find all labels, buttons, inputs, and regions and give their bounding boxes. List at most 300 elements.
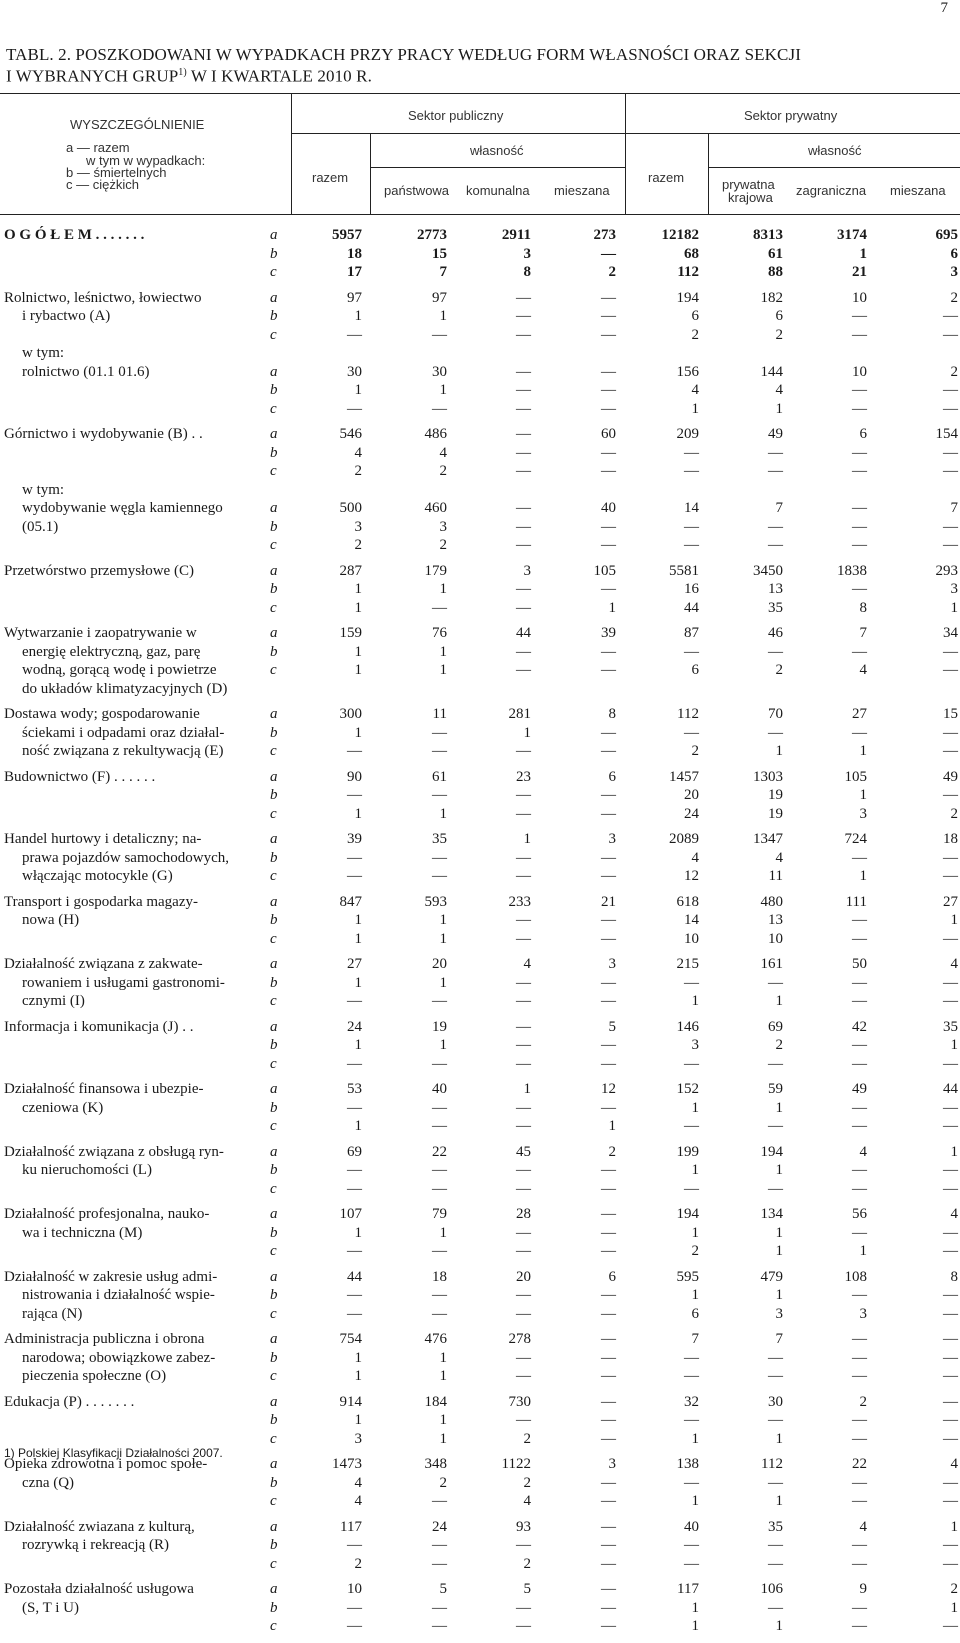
row-label: O G Ó Ł E M . . . . . . . xyxy=(4,227,145,243)
table-cell: — xyxy=(516,1224,531,1241)
table-cell: — xyxy=(516,1162,531,1178)
table-cell: 10 xyxy=(684,930,699,947)
table-cell: 4 xyxy=(950,1456,958,1472)
table-cell: — xyxy=(768,1118,783,1134)
table-cell: 6 xyxy=(950,245,958,262)
table-row xyxy=(0,643,960,662)
table-cell: — xyxy=(852,1331,867,1347)
table-cell: — xyxy=(601,1287,616,1303)
table-cell: 107 xyxy=(339,1206,362,1222)
table-cell: 117 xyxy=(677,1581,699,1597)
table-cell: 1 xyxy=(775,1099,783,1116)
table-cell: — xyxy=(684,1412,699,1428)
table-cell: — xyxy=(943,1243,958,1259)
row-category-letter: b xyxy=(270,518,278,535)
table-cell: 5581 xyxy=(669,562,699,579)
private-ownership-header: własność xyxy=(808,143,862,158)
table-row xyxy=(0,1036,960,1055)
row-label: Działalność związana z zakwate- xyxy=(4,956,203,972)
table-cell: 42 xyxy=(852,1018,867,1035)
row-category-letter: a xyxy=(270,1018,278,1035)
row-label: włączając motocykle (G) xyxy=(22,868,173,884)
row-label: energię elektryczną, gaz, parę xyxy=(22,643,201,660)
table-cell: 1 xyxy=(354,382,362,398)
table-cell: — xyxy=(432,1555,447,1572)
table-row xyxy=(0,1555,960,1574)
row-category-letter: c xyxy=(270,930,277,947)
table-cell: 93 xyxy=(516,1518,531,1535)
table-cell: 1 xyxy=(354,1349,362,1366)
table-cell: — xyxy=(601,1162,616,1178)
table-cell: 6 xyxy=(691,308,699,324)
table-row xyxy=(0,1055,960,1074)
table-cell: 11 xyxy=(768,868,783,884)
header-top-rule xyxy=(0,93,960,94)
table-cell: — xyxy=(601,363,616,380)
table-cell: — xyxy=(768,1474,783,1491)
table-cell: — xyxy=(601,382,616,398)
table-cell: 40 xyxy=(684,1518,699,1535)
table-cell: 39 xyxy=(601,625,616,641)
table-cell: 3 xyxy=(859,805,867,822)
table-cell: — xyxy=(601,849,616,866)
table-cell: — xyxy=(943,537,958,553)
table-cell: — xyxy=(516,1037,531,1053)
table-cell: 1 xyxy=(439,643,447,660)
row-category-letter: a xyxy=(270,1456,278,1472)
table-cell: 4 xyxy=(859,1518,867,1535)
table-cell: 6 xyxy=(859,426,867,442)
table-cell: 1 xyxy=(859,787,867,803)
table-cell: — xyxy=(601,1206,616,1222)
row-label: Budownictwo (F) . . . . . . xyxy=(4,768,156,785)
table-cell: 480 xyxy=(760,893,783,910)
row-label: wydobywanie węgla kamiennego xyxy=(22,500,223,516)
table-cell: 4 xyxy=(775,382,783,398)
header-divider xyxy=(708,133,709,214)
table-cell: — xyxy=(943,1118,958,1134)
table-cell: — xyxy=(684,1474,699,1491)
table-cell: — xyxy=(852,930,867,947)
table-cell: 1 xyxy=(439,1430,447,1447)
table-cell: — xyxy=(516,974,531,991)
table-cell: 2 xyxy=(354,463,362,479)
row-category-letter: b xyxy=(270,382,278,398)
table-cell: 1 xyxy=(691,1162,699,1178)
table-cell: 1 xyxy=(691,1599,699,1616)
row-category-letter: a xyxy=(270,1331,278,1347)
row-label: ność związana z rekultywacją (E) xyxy=(22,743,224,759)
table-cell: 79 xyxy=(432,1206,447,1222)
row-label: nistrowania i działalność wspie- xyxy=(22,1287,215,1303)
table-row xyxy=(0,955,960,974)
table-cell: 593 xyxy=(424,893,447,910)
table-cell: 730 xyxy=(508,1393,531,1410)
table-cell: — xyxy=(943,463,958,479)
table-cell: 1 xyxy=(950,1599,958,1616)
table-cell: — xyxy=(601,1331,616,1347)
table-cell: 87 xyxy=(684,625,699,641)
table-row xyxy=(0,1580,960,1599)
table-row-group xyxy=(0,562,960,618)
table-cell: 2 xyxy=(775,662,783,678)
table-cell: 4 xyxy=(950,1206,958,1222)
table-row xyxy=(0,499,960,518)
table-cell: 460 xyxy=(424,500,447,516)
row-category-letter: b xyxy=(270,1099,278,1116)
table-cell: 7 xyxy=(775,1331,783,1347)
table-row xyxy=(0,562,960,581)
table-cell: — xyxy=(852,326,867,343)
table-row-group xyxy=(0,705,960,761)
table-cell: — xyxy=(347,787,362,803)
table-cell: 1 xyxy=(439,1224,447,1241)
table-cell: 1 xyxy=(354,1118,362,1134)
table-cell: 273 xyxy=(593,227,616,243)
table-cell: 60 xyxy=(601,426,616,442)
row-category-letter: c xyxy=(270,1055,277,1072)
table-cell: 35 xyxy=(432,831,447,847)
table-cell: 1 xyxy=(775,1224,783,1241)
row-label: czna (Q) xyxy=(22,1474,75,1491)
table-cell: 3 xyxy=(950,264,958,280)
row-category-letter: b xyxy=(270,643,278,660)
table-cell: — xyxy=(943,1368,958,1384)
table-cell: 24 xyxy=(432,1518,447,1535)
table-cell: — xyxy=(943,400,958,417)
table-cell: — xyxy=(684,643,699,660)
row-category-letter: b xyxy=(270,849,278,866)
table-cell: 2 xyxy=(691,743,699,759)
table-row xyxy=(0,381,960,400)
table-row xyxy=(0,1474,960,1493)
table-cell: 144 xyxy=(760,363,783,380)
table-cell: 97 xyxy=(347,289,362,306)
col-zagraniczna: zagraniczna xyxy=(796,183,867,198)
table-cell: — xyxy=(852,1349,867,1366)
table-cell: — xyxy=(852,1224,867,1241)
table-cell: — xyxy=(768,1349,783,1366)
table-row-group xyxy=(0,289,960,419)
row-category-letter: b xyxy=(270,912,278,928)
table-cell: 88 xyxy=(768,264,783,280)
table-cell: 90 xyxy=(347,768,362,785)
table-cell: — xyxy=(432,743,447,759)
table-cell: 1 xyxy=(523,831,531,847)
table-cell: 3 xyxy=(523,245,531,262)
table-row xyxy=(0,1536,960,1555)
header-rule xyxy=(625,133,960,134)
table-cell: 3 xyxy=(691,1037,699,1053)
table-cell: 4 xyxy=(691,382,699,398)
table-cell: — xyxy=(432,1099,447,1116)
table-cell: 1 xyxy=(691,1099,699,1116)
table-cell: 1 xyxy=(354,662,362,678)
row-category-letter: c xyxy=(270,1305,277,1322)
table-cell: — xyxy=(852,463,867,479)
table-cell: 20 xyxy=(432,956,447,972)
table-cell: 6 xyxy=(691,1305,699,1322)
table-row xyxy=(0,536,960,555)
table-cell: 1 xyxy=(775,1493,783,1509)
table-cell: 22 xyxy=(852,1456,867,1472)
col-prywatna: prywatna xyxy=(722,177,775,192)
table-cell: — xyxy=(347,1287,362,1303)
table-cell: 35 xyxy=(768,1518,783,1535)
table-cell: — xyxy=(516,868,531,884)
table-cell: — xyxy=(852,1412,867,1428)
table-cell: 30 xyxy=(347,363,362,380)
table-cell: — xyxy=(601,289,616,306)
table-cell: 50 xyxy=(852,956,867,972)
table-cell: 1 xyxy=(439,1349,447,1366)
table-cell: — xyxy=(601,1393,616,1410)
table-cell: — xyxy=(347,743,362,759)
table-cell: — xyxy=(516,444,531,461)
table-cell: 1 xyxy=(439,308,447,324)
row-category-letter: c xyxy=(270,1368,277,1384)
table-cell: — xyxy=(601,581,616,597)
footnote: 1) Polskiej Klasyfikacji Działalności 2007. xyxy=(4,1446,223,1460)
table-cell: — xyxy=(684,463,699,479)
public-sector-header: Sektor publiczny xyxy=(408,108,504,123)
table-cell: 53 xyxy=(347,1081,362,1097)
table-cell: 1 xyxy=(775,1162,783,1178)
table-cell: 76 xyxy=(432,625,447,641)
table-cell: 1 xyxy=(354,1412,362,1428)
table-cell: 1 xyxy=(691,1430,699,1447)
table-row xyxy=(0,462,960,481)
table-cell: — xyxy=(516,912,531,928)
table-cell: — xyxy=(852,308,867,324)
table-title xyxy=(6,46,801,86)
row-category-letter: a xyxy=(270,500,278,516)
table-row xyxy=(0,1205,960,1224)
table-cell: — xyxy=(601,1493,616,1509)
table-cell: — xyxy=(516,1055,531,1072)
table-cell: 3 xyxy=(354,518,362,535)
table-cell: — xyxy=(347,1618,362,1634)
table-cell: — xyxy=(943,930,958,947)
table-cell: — xyxy=(943,1162,958,1178)
table-cell: 16 xyxy=(684,581,699,597)
row-label: Górnictwo i wydobywanie (B) . . xyxy=(4,426,203,442)
row-category-letter: a xyxy=(270,768,278,785)
table-row xyxy=(0,1117,960,1136)
table-cell: 1 xyxy=(439,581,447,597)
table-cell: 1 xyxy=(691,1287,699,1303)
row-category-letter: c xyxy=(270,1493,277,1509)
header-divider xyxy=(625,93,626,214)
table-cell: — xyxy=(432,1305,447,1322)
legend-line: a — razem xyxy=(66,140,130,155)
table-cell: — xyxy=(852,724,867,741)
table-cell: 117 xyxy=(340,1518,362,1535)
table-cell: — xyxy=(601,1412,616,1428)
table-cell: 1 xyxy=(523,724,531,741)
table-cell: 30 xyxy=(768,1393,783,1410)
table-cell: 12 xyxy=(684,868,699,884)
table-cell: 112 xyxy=(761,1456,783,1472)
row-category-letter: b xyxy=(270,245,278,262)
table-cell: — xyxy=(943,1555,958,1572)
table-cell: — xyxy=(601,993,616,1009)
table-cell: 28 xyxy=(516,1206,531,1222)
row-label: rozrywką i rekreacją (R) xyxy=(22,1537,169,1553)
table-cell: — xyxy=(516,1018,531,1035)
table-cell: — xyxy=(347,1599,362,1616)
table-cell: 1 xyxy=(354,930,362,947)
table-cell: — xyxy=(601,1349,616,1366)
table-cell: — xyxy=(516,463,531,479)
title-line-1: TABL. 2. POSZKODOWANI W WYPADKACH PRZY PRACY WEDŁUG FORM WŁASNOŚCI ORAZ SEKCJI xyxy=(6,45,801,64)
table-cell: — xyxy=(852,1537,867,1553)
table-cell: 7 xyxy=(775,500,783,516)
table-row xyxy=(0,974,960,993)
table-cell: — xyxy=(516,426,531,442)
footnote-ref: 1) xyxy=(178,67,187,78)
row-category-letter: c xyxy=(270,463,277,479)
table-cell: — xyxy=(601,743,616,759)
table-cell: 4 xyxy=(354,1474,362,1491)
table-cell: 112 xyxy=(677,706,699,722)
table-cell: 1 xyxy=(950,599,958,616)
table-cell: 18 xyxy=(347,245,362,262)
table-row xyxy=(0,1330,960,1349)
table-cell: 2 xyxy=(439,1474,447,1491)
table-cell: — xyxy=(601,787,616,803)
table-cell: 182 xyxy=(760,289,783,306)
table-cell: — xyxy=(943,1412,958,1428)
table-cell: — xyxy=(516,308,531,324)
table-cell: — xyxy=(943,1055,958,1072)
row-category-letter: a xyxy=(270,893,278,910)
table-cell: — xyxy=(684,1118,699,1134)
table-cell: — xyxy=(601,868,616,884)
table-cell: 2 xyxy=(859,1393,867,1410)
row-label: (05.1) xyxy=(22,518,59,535)
table-cell: 233 xyxy=(508,893,531,910)
table-cell: 7 xyxy=(691,1331,699,1347)
table-cell: 1 xyxy=(439,974,447,991)
table-cell: — xyxy=(516,743,531,759)
header-divider xyxy=(291,93,292,214)
table-row xyxy=(0,742,960,761)
table-row xyxy=(0,580,960,599)
table-cell: — xyxy=(684,1555,699,1572)
table-cell: 4 xyxy=(950,956,958,972)
table-cell: 194 xyxy=(676,1206,699,1222)
table-row xyxy=(0,599,960,618)
legend-line: c — ciężkich xyxy=(66,177,139,192)
table-cell: — xyxy=(684,1180,699,1197)
row-category-letter: b xyxy=(270,1224,278,1241)
table-row xyxy=(0,1180,960,1199)
table-cell: 1 xyxy=(859,743,867,759)
row-category-letter: b xyxy=(270,1287,278,1303)
table-cell: 5 xyxy=(608,1018,616,1035)
table-cell: — xyxy=(601,1555,616,1572)
table-cell: — xyxy=(768,1555,783,1572)
table-cell: 9 xyxy=(859,1581,867,1597)
table-cell: 2 xyxy=(775,1037,783,1053)
row-category-letter: a xyxy=(270,426,278,442)
table-cell: 1 xyxy=(950,1037,958,1053)
table-cell: — xyxy=(516,1412,531,1428)
row-category-letter: c xyxy=(270,537,277,553)
table-cell: — xyxy=(852,382,867,398)
table-cell: — xyxy=(684,1537,699,1553)
table-cell: — xyxy=(516,400,531,417)
table-cell: 14 xyxy=(684,912,699,928)
col-panstwowa: państwowa xyxy=(384,183,450,198)
table-cell: — xyxy=(768,1537,783,1553)
col-krajowa: krajowa xyxy=(728,190,773,205)
table-cell: 19 xyxy=(768,805,783,822)
row-label: Administracja publiczna i obrona xyxy=(4,1331,205,1347)
table-cell: — xyxy=(684,1368,699,1384)
row-label: Edukacja (P) . . . . . . . xyxy=(4,1393,135,1410)
table-cell: — xyxy=(516,849,531,866)
row-category-letter: a xyxy=(270,1206,278,1222)
table-cell: — xyxy=(347,868,362,884)
table-cell: 61 xyxy=(768,245,783,262)
table-cell: 3 xyxy=(608,956,616,972)
table-cell: 1 xyxy=(439,1037,447,1053)
table-cell: 3174 xyxy=(837,227,867,243)
table-cell: 161 xyxy=(760,956,783,972)
table-cell: — xyxy=(516,326,531,343)
table-cell: — xyxy=(347,400,362,417)
table-cell: — xyxy=(601,1099,616,1116)
table-row xyxy=(0,1518,960,1537)
table-cell: — xyxy=(943,518,958,535)
table-cell: 1 xyxy=(354,581,362,597)
table-cell: 1 xyxy=(608,1118,616,1134)
table-cell: 4 xyxy=(354,444,362,461)
row-label: Transport i gospodarka magazy- xyxy=(4,893,198,910)
table-cell: — xyxy=(601,245,616,262)
table-cell: — xyxy=(432,849,447,866)
row-category-letter: b xyxy=(270,724,278,741)
header-rule xyxy=(708,167,960,168)
table-cell: — xyxy=(432,1618,447,1634)
table-cell: 1347 xyxy=(753,831,783,847)
table-row xyxy=(0,400,960,419)
table-cell: 35 xyxy=(768,599,783,616)
table-cell: 2 xyxy=(354,1555,362,1572)
table-cell: — xyxy=(943,724,958,741)
table-cell: 7 xyxy=(950,500,958,516)
table-cell: 1 xyxy=(859,1243,867,1259)
table-row xyxy=(0,1018,960,1037)
table-row xyxy=(0,226,960,245)
row-label: ku nieruchomości (L) xyxy=(22,1162,152,1178)
table-cell: 500 xyxy=(339,500,362,516)
table-cell: — xyxy=(852,643,867,660)
table-cell: — xyxy=(943,993,958,1009)
table-cell: 1 xyxy=(354,599,362,616)
table-cell: 1 xyxy=(859,245,867,262)
table-cell: — xyxy=(601,400,616,417)
table-cell: — xyxy=(943,1287,958,1303)
table-cell: 2 xyxy=(439,537,447,553)
table-cell: 45 xyxy=(516,1143,531,1160)
table-cell: 300 xyxy=(339,706,362,722)
row-label: Wytwarzanie i zaopatrywanie w xyxy=(4,625,197,641)
table-cell: 3450 xyxy=(753,562,783,579)
table-cell: 1 xyxy=(354,724,362,741)
